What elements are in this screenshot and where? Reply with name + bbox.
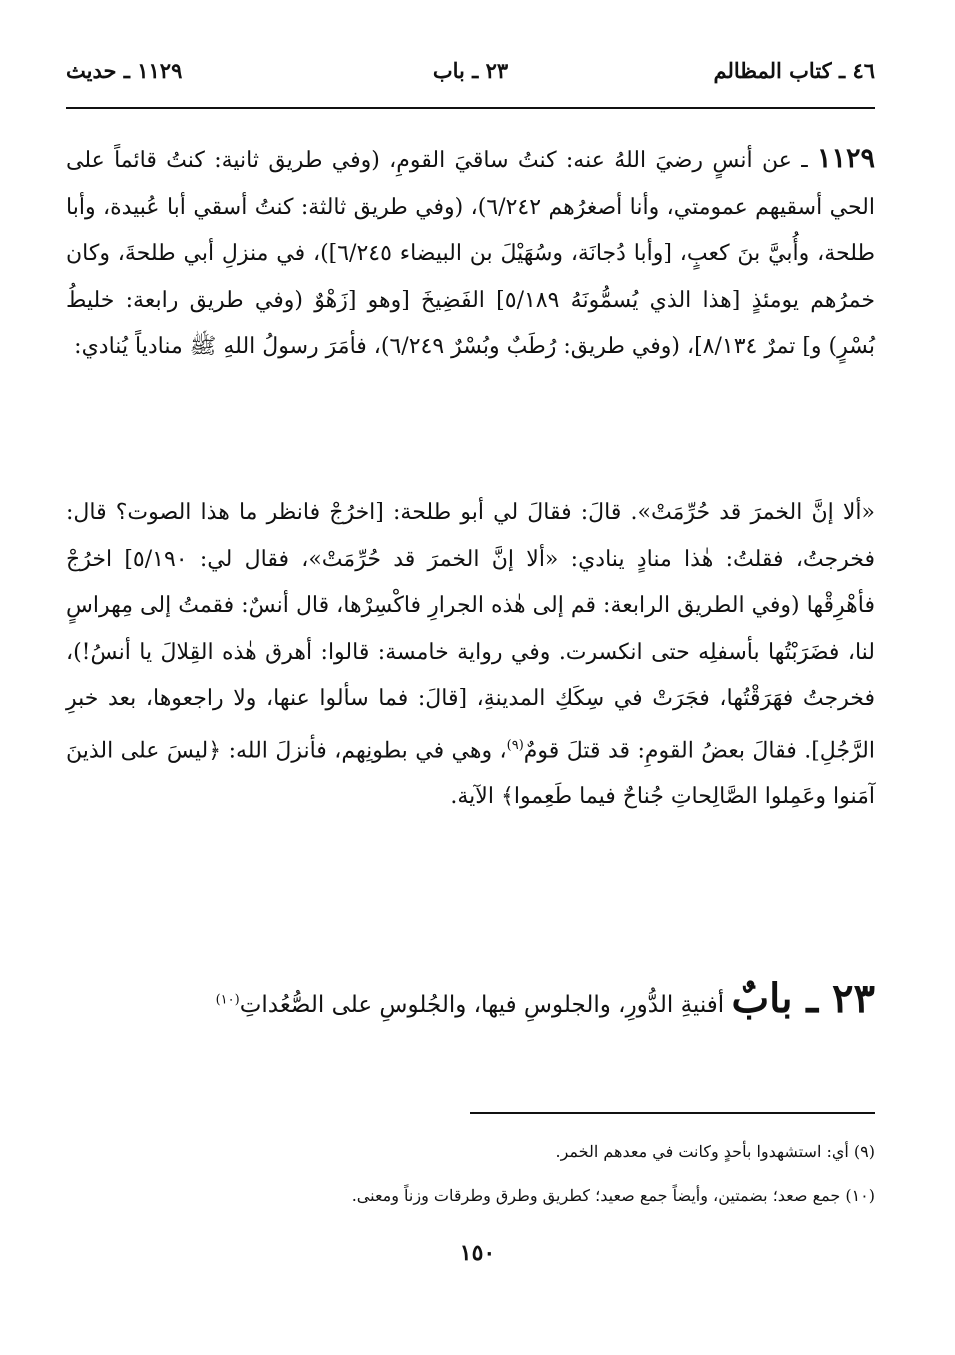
chapter-title: ٤٦ ـ كتاب المظالم bbox=[713, 58, 875, 83]
hadith-range: ١١٢٩ ـ حديث bbox=[66, 58, 183, 83]
bab-label: ـ بابٌ bbox=[731, 975, 833, 1022]
bab-number: ٢٣ bbox=[832, 975, 875, 1022]
hadith-paragraph-1 bbox=[66, 136, 875, 371]
running-header bbox=[66, 58, 875, 92]
hadith-text-1: ـ عن أنسٍ رضيَ اللهُ عنه: كنتُ ساقيَ القومِ، (وفي طريق ثانية: كنتُ قائماً على الحي أسقيهم عمومتي، وأنا أصغرُهم ٦/٢٤٢)، (وفي طريق ثالثة: كنتُ أسقي أبا عُبيدة، وأبا طلحة، وأُبيَّ بنَ كعبٍ، [وأبا دُجانَة، وسُهَيْلَ بن البيضاء ٦/٢٤٥])، في منزلِ أبي طلحةَ، وكان خمرُهم يومئذٍ [هذا الذي يُسمُّونَهُ ٥/١٨٩] الفَضِيخَ [وهو [زَهْوٌ (وفي طريق رابعة: خليطُ بُسْرٍ) و] تمرٌ ٨/١٣٤]، (وفي طريق: رُطَبٌ وبُسْرٌ ٦/٢٤٩)، فأمَرَ رسولُ اللهِ ﷺ منادياً يُنادي: bbox=[66, 148, 875, 359]
page-number: ١٥٠ bbox=[459, 1240, 496, 1266]
footnote-divider bbox=[470, 1112, 875, 1114]
hadith-text-2: «ألا إنَّ الخمرَ قد حُرِّمَتْ». قالَ: فقالَ لي أبو طلحة: [اخرُجْ فانظر ما هذا الصوت؟ قال: فخرجتُ، فقلتُ: هٰذا منادٍ ينادي: «ألا إنَّ الخمرَ قد حُرِّمَتْ»، فقال لي: ٥/١٩٠] اخرُجْ فأهْرِقْها (وفي الطريق الرابعة: قم إلى هٰذه الجرارِ فاكْسِرْها، قال أنسٌ: فقمتُ إلى مِهراسٍ لنا، فضَرَبْتُها بأسفلِه حتى انكسرت. وفي رواية خامسة: قالوا: أهرق هٰذه القِلالَ يا أنسُ!)، فخرجتُ فهَرَقْتُها، فجَرَتْ في سِكَكِ المدينةِ، [قالَ: فما سألوا عنها، ولا راجعوها، بعد خبرِ الرَّجُلِ]. فقالَ بعضُ القومِ: قد قتلَ قومٌ bbox=[66, 500, 876, 763]
hadith-number: ١١٢٩ bbox=[816, 143, 875, 174]
footnote-10: (١٠) جمع صعد؛ بضمتين، وأيضاً جمع صعيد؛ كطريق وطرق وطرقات وزناً ومعنى. bbox=[351, 1186, 875, 1205]
bab-title: أفنيةِ الدُّورِ، والجلوسِ فيها، والجُلوسِ على الصُّعُداتِ bbox=[239, 992, 732, 1018]
hadith-paragraph-2 bbox=[66, 490, 875, 821]
bab-heading bbox=[66, 970, 875, 1034]
footnote-9: (٩) أي: استشهدوا بأحدٍ وكانت في معدهم الخمر. bbox=[555, 1142, 875, 1161]
footnote-ref-9: (٩) bbox=[506, 737, 524, 753]
section-title: ٢٣ ـ باب bbox=[432, 58, 509, 83]
footnote-ref-10: (١٠) bbox=[215, 992, 240, 1008]
hadith-text-2-end: ، وهي في بطونِهم، فأنزلَ الله: ﴿ليسَ على الذينَ آمَنوا وعَمِلوا الصَّالِحاتِ جُناحٌ فيما طَعِموا﴾ الآية. bbox=[66, 737, 875, 810]
header-divider bbox=[66, 107, 875, 109]
